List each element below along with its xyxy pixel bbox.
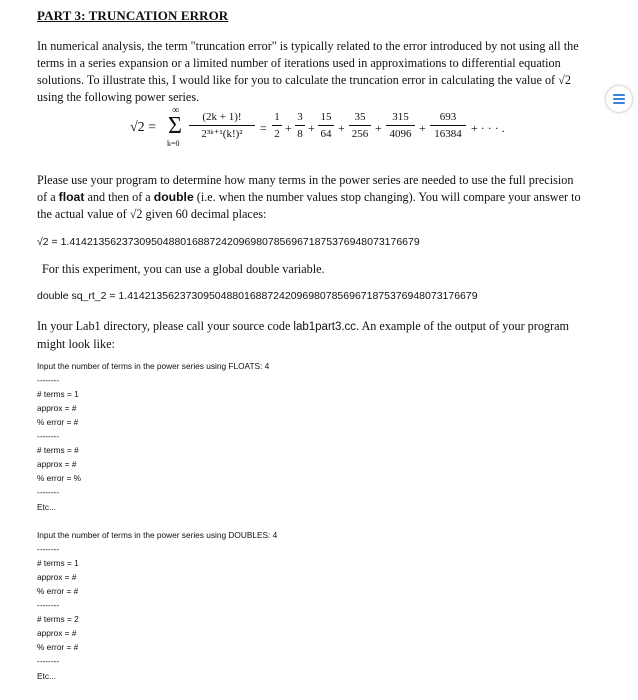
- term-denominator: 256: [351, 128, 369, 140]
- double-keyword: double: [153, 190, 194, 204]
- formula-lhs: √2 =: [130, 120, 157, 135]
- term-fraction: [349, 110, 371, 141]
- intro-line: terms in a series expansion or a limited number of iterations used in approximations to differential equation: [37, 56, 561, 70]
- document-body: [37, 8, 597, 106]
- fraction-bar: [295, 125, 305, 126]
- output-approx: approx = #: [37, 628, 77, 638]
- source-filename: lab1part3.cc: [293, 321, 357, 333]
- term-numerator: 1: [274, 111, 280, 123]
- output-approx: approx = #: [37, 403, 77, 413]
- output-separator: --------: [37, 656, 60, 666]
- code-declaration: double sq_rt_2 = 1.414213562373095048801688724209698078569671875376948073176679: [37, 290, 478, 302]
- sum-upper-limit: ∞: [172, 105, 180, 116]
- precision-line: the actual value of √2 given 60 decimal places:: [37, 207, 267, 221]
- text-segment: (i.e. when the number values stop changing). You will compare your answer to: [193, 190, 581, 204]
- output-separator: --------: [37, 544, 60, 554]
- output-error: % error = #: [37, 642, 79, 652]
- output-terms: # terms = 1: [37, 389, 79, 399]
- output-separator: --------: [37, 375, 60, 385]
- output-separator: --------: [37, 487, 60, 497]
- fraction-bar: [189, 125, 255, 126]
- intro-line: using the following power series.: [37, 90, 200, 104]
- term-fraction: [295, 110, 305, 141]
- section-heading: PART 3: TRUNCATION ERROR: [37, 8, 229, 23]
- term-numerator: 15: [320, 111, 332, 123]
- series-continuation: + · · · .: [471, 121, 505, 135]
- term-denominator: 2: [274, 128, 280, 140]
- fraction-bar: [272, 125, 282, 126]
- output-separator: --------: [37, 431, 60, 441]
- term-denominator: 8: [297, 128, 303, 140]
- output-approx: approx = #: [37, 572, 77, 582]
- term-numerator: 3: [297, 111, 303, 123]
- hamburger-menu-button[interactable]: [606, 86, 632, 112]
- hamburger-menu-icon: [613, 92, 625, 106]
- output-error: % error = #: [37, 586, 79, 596]
- fraction-bar: [318, 125, 334, 126]
- term-denominator: 16384: [434, 128, 462, 140]
- float-prompt: Input the number of terms in the power series using FLOATS: 4: [37, 361, 270, 371]
- precision-line: Please use your program to determine how many terms in the power series are needed to use the full precision: [37, 173, 574, 187]
- output-terms: # terms = 2: [37, 614, 79, 624]
- plus-sign: +: [338, 121, 345, 135]
- term-fraction: [386, 110, 415, 141]
- global-variable-note: For this experiment, you can use a global double variable.: [42, 262, 325, 276]
- intro-paragraph: [37, 38, 597, 106]
- plus-sign: +: [285, 121, 292, 135]
- source-file-line: [37, 318, 602, 336]
- term-numerator: 693: [439, 111, 457, 123]
- general-term-fraction: [189, 110, 255, 141]
- general-term-numerator: (2k + 1)!: [202, 111, 242, 123]
- float-keyword: float: [58, 190, 85, 204]
- plus-sign: +: [308, 121, 315, 135]
- output-terms: # terms = #: [37, 445, 79, 455]
- output-terms: # terms = 1: [37, 558, 79, 568]
- output-approx: approx = #: [37, 459, 77, 469]
- source-file-paragraph: [37, 318, 602, 353]
- plus-sign: +: [419, 121, 426, 135]
- double-prompt: Input the number of terms in the power series using DOUBLES: 4: [37, 530, 278, 540]
- text-segment: In your Lab1 directory, please call your source code: [37, 319, 294, 333]
- precision-paragraph: [37, 172, 602, 223]
- output-etc: Etc...: [37, 671, 56, 681]
- plus-sign: +: [375, 121, 382, 135]
- equals-sign: =: [260, 121, 267, 135]
- intro-line: solutions. To illustrate this, I would like for you to calculate the truncation error in calculating the value of √2: [37, 73, 571, 87]
- term-denominator: 64: [320, 128, 332, 140]
- term-fraction: [272, 110, 282, 141]
- source-file-line: might look like:: [37, 337, 115, 351]
- term-numerator: 315: [392, 111, 409, 123]
- text-segment: of a: [37, 190, 59, 204]
- fraction-bar: [349, 125, 371, 126]
- sum-lower-limit: k=0: [167, 139, 180, 148]
- fraction-bar: [430, 125, 466, 126]
- output-error: % error = %: [37, 473, 82, 483]
- summation-symbol: Σ: [168, 113, 182, 139]
- text-segment: . An example of the output of your program: [356, 319, 569, 333]
- general-term-denominator: 2³ᵏ⁺¹(k!)²: [201, 128, 243, 140]
- output-etc: Etc...: [37, 502, 56, 512]
- precision-line: [37, 189, 602, 206]
- output-separator: --------: [37, 600, 60, 610]
- term-numerator: 35: [354, 111, 366, 123]
- sqrt2-reference-value: √2 = 1.414213562373095048801688724209698078569671875376948073176679: [37, 236, 420, 248]
- text-segment: and then of a: [84, 190, 154, 204]
- power-series-formula: [95, 105, 525, 152]
- output-error: % error = #: [37, 417, 79, 427]
- term-fraction: [318, 110, 334, 141]
- fraction-bar: [386, 125, 415, 126]
- term-fraction: [430, 110, 466, 141]
- term-denominator: 4096: [389, 128, 412, 140]
- intro-line: In numerical analysis, the term "truncation error" is typically related to the error introduced by not using all the: [37, 39, 579, 53]
